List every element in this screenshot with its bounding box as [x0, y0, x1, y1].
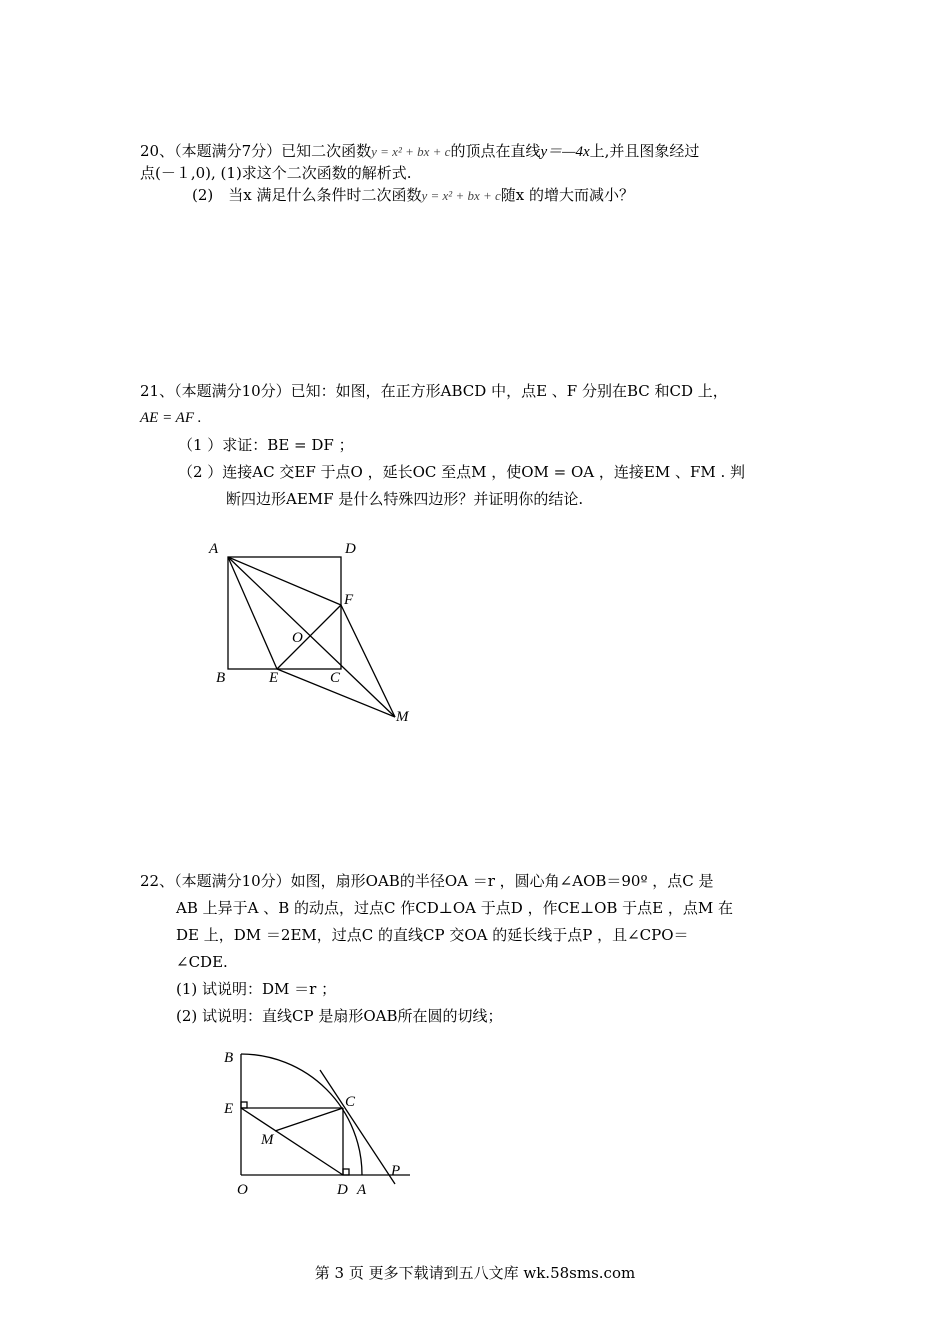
q22-part1: (1) 试说明：DM ＝r ；	[176, 980, 337, 998]
label-e: E	[224, 1101, 234, 1117]
label-e: E	[269, 670, 279, 686]
q22-line4: ∠CDE.	[176, 953, 228, 971]
label-o: O	[292, 630, 303, 646]
label-c: C	[345, 1094, 356, 1110]
q21-part1: （1 ）求证：BE = DF ；	[178, 436, 354, 454]
q20-line2: 点(－１,0), (1)求这个二次函数的解析式.	[140, 164, 412, 182]
label-o: O	[237, 1182, 248, 1198]
label-f: F	[344, 592, 354, 608]
label-m: M	[396, 709, 409, 725]
q20-function-2: y = x² + bx + c	[421, 188, 501, 203]
label-a: A	[357, 1182, 367, 1198]
label-b: B	[216, 670, 226, 686]
q21-part2: （2 ）连接AC 交EF 于点O ，延长OC 至点M ，使OM = OA ，连接EM 、FM . 判	[178, 463, 746, 481]
q22-part2: (2) 试说明：直线CP 是扇形OAB所在圆的切线；	[176, 1007, 503, 1025]
q21-figure	[200, 535, 430, 730]
label-d: D	[337, 1182, 348, 1198]
label-d: D	[345, 541, 356, 557]
q20-function-1: y = x² + bx + c	[371, 144, 451, 159]
label-a: A	[209, 541, 219, 557]
q22-line3: DE 上，DM ＝2EM，过点C 的直线CP 交OA 的延长线于点P ，且∠CPO＝	[176, 926, 689, 944]
label-m: M	[261, 1132, 274, 1148]
right-angle-e	[241, 1102, 247, 1108]
q22-line2: AB 上异于A 、B 的动点，过点C 作CD⊥OA 于点D ，作CE⊥OB 于点E ，点M 在	[176, 899, 734, 917]
q21-part2-cont: 断四边形AEMF 是什么特殊四边形？并证明你的结论.	[226, 490, 584, 508]
q20-line1: 20、（本题满分7分）已知二次函数y = x² + bx + c的顶点在直线y＝—4x上,并且图象经过	[140, 142, 700, 160]
right-angle-d	[343, 1169, 349, 1175]
label-b: B	[224, 1050, 234, 1066]
q22-figure	[215, 1040, 425, 1205]
q21-line2: AE = AF .	[140, 410, 202, 426]
q21-line1: 21、（本题满分10分）已知：如图，在正方形ABCD 中，点E 、F 分别在BC 和CD 上，	[140, 382, 728, 400]
label-c: C	[330, 670, 341, 686]
page-footer: 第 3 页 更多下载请到五八文库 wk.58sms.com	[314, 1264, 636, 1282]
label-p: P	[391, 1163, 401, 1179]
q22-line1: 22、（本题满分10分）如图，扇形OAB的半径OA ＝r ，圆心角∠AOB＝90º ，点C 是	[140, 872, 714, 890]
sector-arc	[241, 1054, 362, 1175]
q20-line3: (2) 当x 满足什么条件时二次函数y = x² + bx + c随x 的增大而减小？	[192, 186, 635, 204]
